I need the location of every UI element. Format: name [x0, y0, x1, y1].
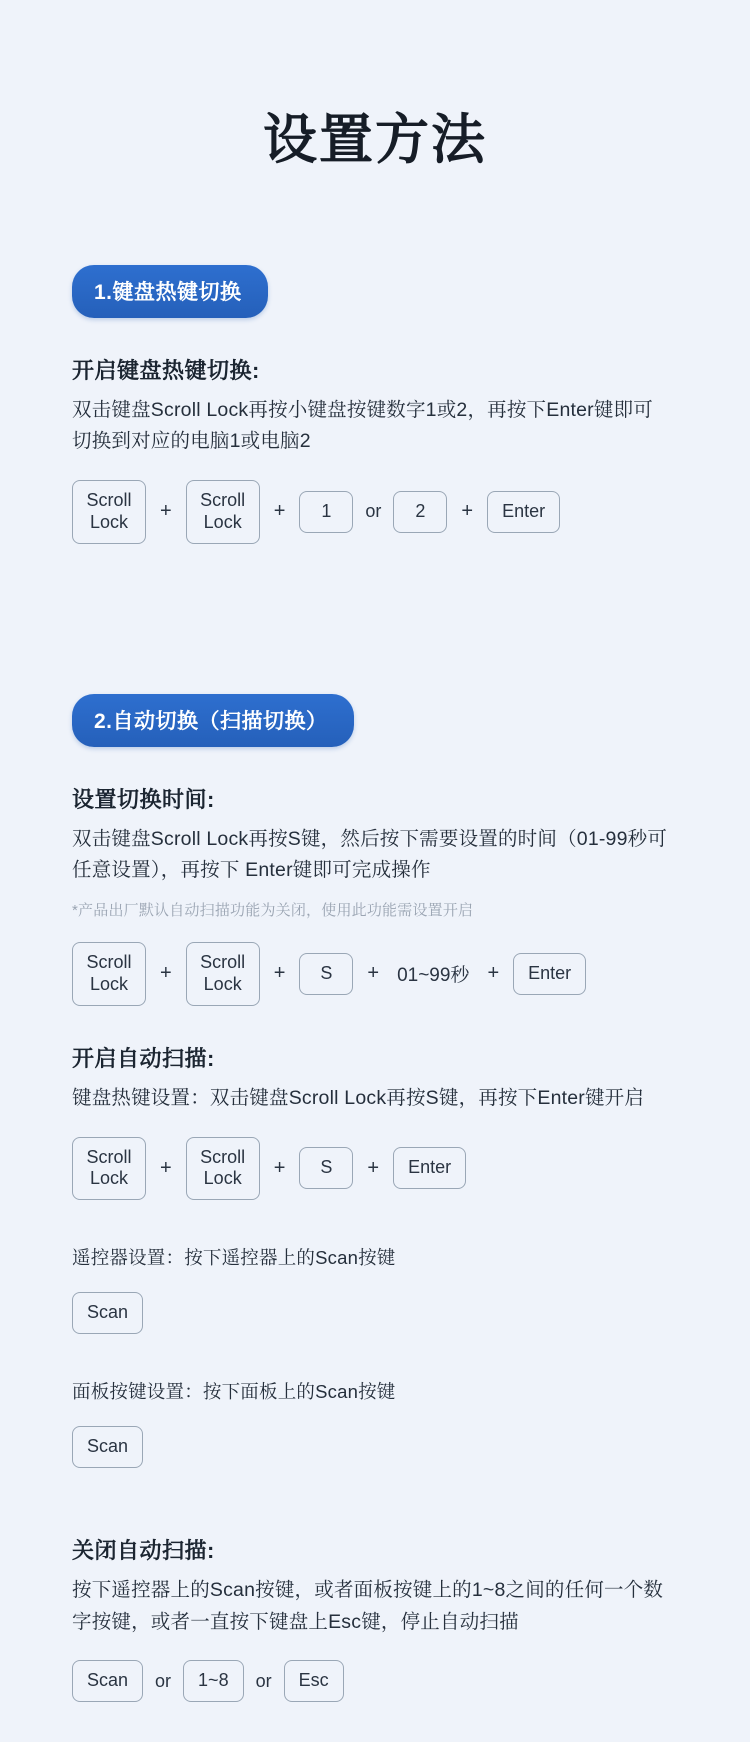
- key-sequence-1: [72, 480, 678, 544]
- or-separator: or: [255, 1670, 272, 1691]
- plus-separator: +: [461, 500, 474, 523]
- key-value-text: 01~99秒: [397, 965, 470, 987]
- panel-setting-line: 面板按键设置：按下面板上的Scan按键: [72, 1381, 396, 1403]
- keycap: Scan: [72, 1426, 143, 1468]
- keycap: 1: [299, 491, 353, 533]
- disable-auto-scan-body: 按下遥控器上的Scan按键，或者面板按键上的1~8之间的任何一个数字按键，或者一直按下键盘上Esc键，停止自动扫描: [72, 1579, 664, 1633]
- key-sequence-disable-scan: [72, 1660, 678, 1702]
- keycap: Enter: [393, 1147, 466, 1189]
- keycap: Scan: [72, 1292, 143, 1334]
- plus-separator: +: [160, 1156, 172, 1179]
- plus-separator: +: [160, 500, 172, 523]
- keycap: Scroll Lock: [186, 480, 260, 544]
- section-hotkey-switch: [72, 265, 678, 544]
- set-switch-time-body: 双击键盘Scroll Lock再按S键，然后按下需要设置的时间（01-99秒可任意设置），再按下 Enter键即可完成操作: [72, 827, 668, 882]
- keycap: Scroll Lock: [186, 942, 260, 1006]
- plus-separator: +: [160, 962, 172, 985]
- set-switch-time-heading: 设置切换时间:: [72, 786, 215, 812]
- content-container: [0, 265, 750, 1703]
- keycap: Scroll Lock: [72, 942, 146, 1006]
- keycap: Enter: [513, 953, 586, 995]
- keycap: S: [299, 1147, 353, 1189]
- disable-auto-scan-heading: 关闭自动扫描:: [72, 1538, 215, 1564]
- section-1-badge: 1.键盘热键切换: [72, 265, 268, 318]
- keycap: Enter: [487, 491, 560, 533]
- keycap: S: [299, 953, 353, 995]
- remote-setting-line: 遥控器设置：按下遥控器上的Scan按键: [72, 1247, 396, 1269]
- section-2-badge: 2.自动切换（扫描切换）: [72, 694, 354, 747]
- or-separator: or: [155, 1670, 172, 1691]
- section-auto-switch: [72, 694, 678, 1703]
- or-separator: or: [365, 501, 382, 522]
- plus-separator: +: [273, 962, 286, 985]
- keycap: Scroll Lock: [72, 480, 146, 544]
- enable-auto-scan-keyboard-line: 键盘热键设置：双击键盘Scroll Lock再按S键，再按下Enter键开启: [72, 1086, 645, 1109]
- plus-separator: +: [367, 962, 380, 985]
- key-sequence-enable-scan: [72, 1137, 678, 1201]
- spacer: [72, 1468, 678, 1498]
- keycap: 1~8: [183, 1660, 244, 1702]
- keycap: Scroll Lock: [72, 1137, 146, 1201]
- spacer: [72, 1334, 678, 1378]
- plus-separator: +: [487, 962, 500, 985]
- section-1-body: 双击键盘Scroll Lock再按小键盘按键数字1或2，再按下Enter键即可切换到对应的电脑1或电脑2: [72, 398, 653, 453]
- plus-separator: +: [273, 1156, 286, 1179]
- page-title: 设置方法: [263, 110, 487, 170]
- plus-separator: +: [273, 500, 286, 523]
- factory-default-note: *产品出厂默认自动扫描功能为关闭，使用此功能需设置开启: [72, 902, 474, 920]
- section-1-heading: 开启键盘热键切换:: [72, 357, 260, 383]
- spacer: [72, 1200, 678, 1244]
- keycap: Esc: [284, 1660, 344, 1702]
- keycap: Scroll Lock: [186, 1137, 260, 1201]
- key-sequence-panel-scan: [72, 1426, 678, 1468]
- keycap: Scan: [72, 1660, 143, 1702]
- plus-separator: +: [367, 1156, 380, 1179]
- key-sequence-remote-scan: [72, 1292, 678, 1334]
- key-sequence-set-time: [72, 942, 678, 1006]
- enable-auto-scan-heading: 开启自动扫描:: [72, 1045, 215, 1071]
- keycap: 2: [393, 491, 447, 533]
